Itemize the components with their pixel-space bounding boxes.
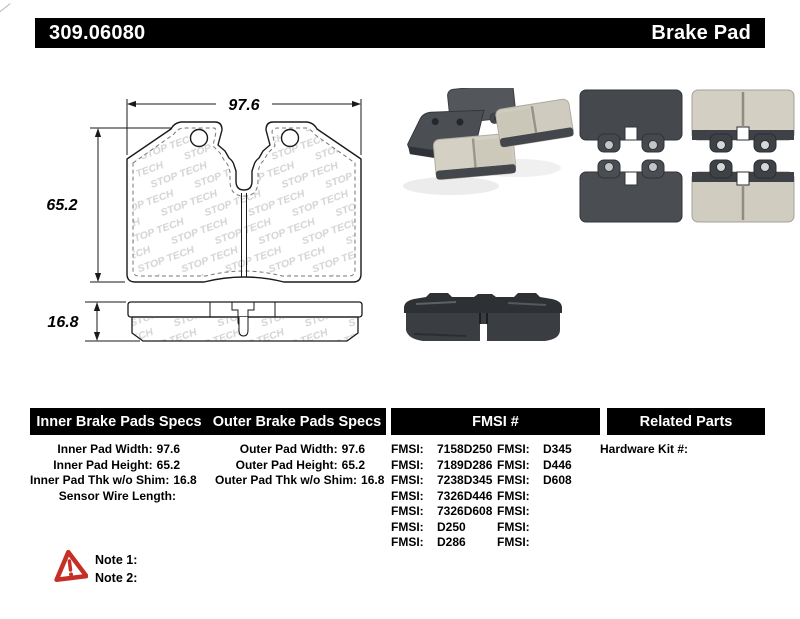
note-1: Note 1: (95, 553, 138, 567)
fmsi-row: FMSI: D286 (391, 535, 466, 549)
title-bar (35, 18, 765, 48)
inner-specs-title: Inner Brake Pads Specs (36, 413, 202, 430)
brake-pad-front-outline (127, 122, 361, 282)
outer-pad-thk-row: Outer Pad Thk w/o Shim: 16.8 (215, 473, 385, 487)
brake-pad-side-outline (128, 302, 362, 341)
fmsi-row: FMSI: (497, 488, 530, 503)
specs-header-bar (30, 408, 386, 435)
fmsi-row: FMSI: D608 (497, 473, 572, 487)
front-view-drawing (30, 93, 373, 293)
fmsi-row: FMSI: 7158D250 (391, 442, 493, 456)
height-dim-label: 65.2 (46, 197, 78, 214)
side-view-drawing (30, 288, 373, 350)
inner-specs-list (30, 442, 197, 504)
right-ear-hole (282, 130, 299, 147)
related-parts-title: Related Parts (639, 413, 733, 430)
product-photo-angled (395, 88, 575, 208)
fmsi-row: FMSI: D446 (497, 457, 572, 472)
fmsi-list-right (497, 442, 572, 551)
fmsi-header-bar (391, 408, 600, 435)
hardware-kit-row: Hardware Kit #: (600, 442, 689, 456)
pad-flat-beige-top (692, 90, 794, 152)
outer-pad-height-row: Outer Pad Height: 65.2 (235, 457, 365, 472)
inner-pad-width-row: Inner Pad Width: 97.6 (57, 442, 180, 456)
part-number: 309.06080 (49, 21, 146, 44)
fmsi-row: FMSI: (497, 519, 530, 534)
note-2: Note 2: (95, 571, 138, 585)
warning-icon (52, 548, 88, 584)
sensor-wire-length-row: Sensor Wire Length: (58, 488, 176, 503)
scan-corner-artifact (0, 3, 11, 14)
pad-flat-beige-bottom (692, 160, 794, 222)
outer-specs-list (215, 442, 385, 489)
fmsi-row: FMSI: D250 (391, 519, 466, 534)
inner-pad-height-row: Inner Pad Height: 65.2 (53, 457, 180, 472)
width-dim-label: 97.6 (228, 97, 260, 114)
fmsi-row: FMSI: D345 (497, 442, 572, 456)
fmsi-row: FMSI: 7326D446 (391, 488, 493, 503)
fmsi-title: FMSI # (472, 413, 519, 430)
product-name: Brake Pad (651, 21, 751, 44)
pad-flat-dark-top (580, 90, 682, 152)
fmsi-list-left (391, 442, 492, 551)
outer-pad-width-row: Outer Pad Width: 97.6 (239, 442, 365, 456)
related-parts-header-bar (607, 408, 765, 435)
thickness-dim-label: 16.8 (47, 314, 79, 331)
fmsi-row: FMSI: (497, 504, 530, 518)
fmsi-row: FMSI: (497, 535, 530, 549)
outer-specs-title: Outer Brake Pads Specs (212, 413, 382, 430)
left-ear-hole (191, 130, 208, 147)
inner-pad-thk-row: Inner Pad Thk w/o Shim: 16.8 (30, 473, 197, 487)
fmsi-row: FMSI: 7189D286 (391, 457, 493, 472)
pad-edge-dark (404, 293, 562, 341)
fmsi-row: FMSI: 7238D345 (391, 473, 493, 487)
pad-flat-dark-bottom (580, 160, 682, 222)
product-photo-edge (396, 290, 571, 350)
product-photo-flat (578, 86, 796, 226)
fmsi-row: FMSI: 7326D608 (391, 504, 493, 518)
